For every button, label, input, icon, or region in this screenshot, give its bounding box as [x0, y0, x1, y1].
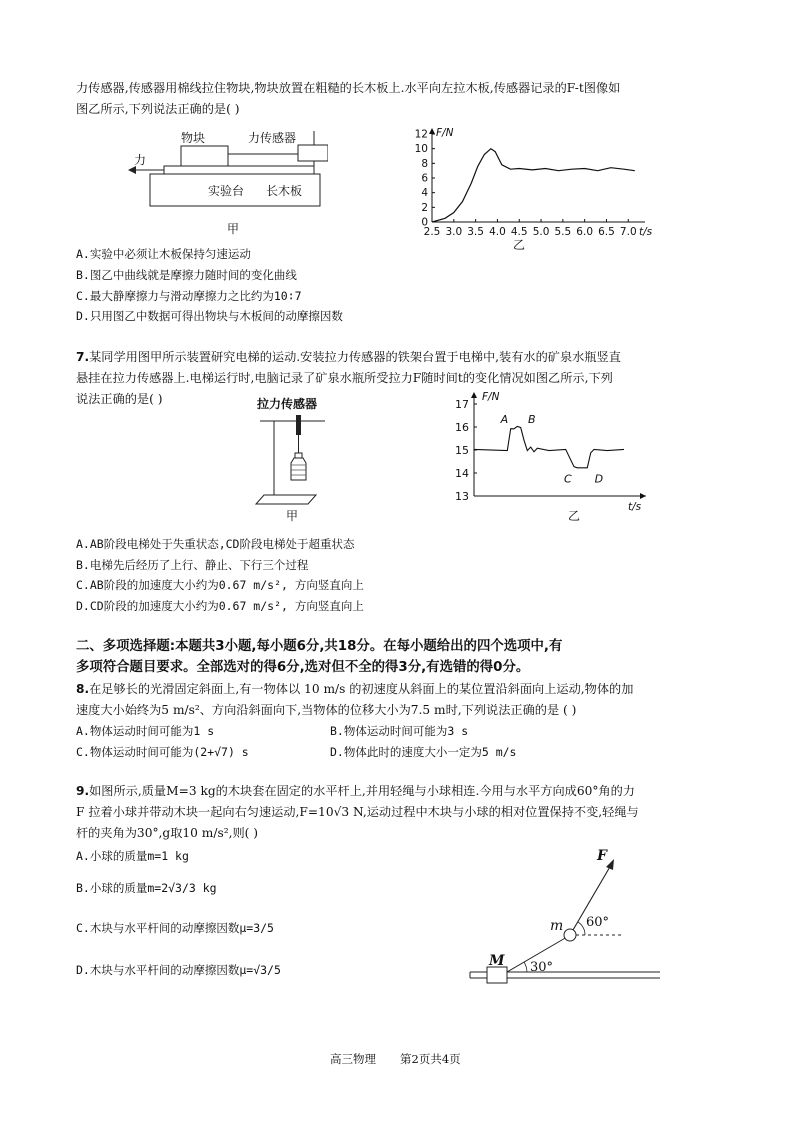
q7-y-tick-label: 17	[455, 398, 469, 411]
q9-option-a: A.小球的质量m=1 kg	[76, 849, 189, 863]
q6-x-tick-label: 7.0	[619, 226, 637, 238]
q7-y-arrow	[471, 392, 477, 398]
q7-annotation-b: B	[528, 413, 536, 426]
q6-y-arrow	[429, 128, 435, 134]
q9-ball	[564, 929, 576, 941]
q7-x-arrow	[640, 493, 646, 499]
q6-stem-line2: 图乙所示,下列说法正确的是( )	[76, 102, 240, 116]
q6-caption-jia: 甲	[227, 222, 240, 236]
q7-option-d: D.CD阶段的加速度大小约为0.67 m/s², 方向竖直向上	[76, 599, 364, 613]
q9-option-b: B.小球的质量m=2√3/3 kg	[76, 881, 217, 895]
q6-y-tick-label: 6	[421, 172, 428, 185]
q6-stem-line1: 力传感器,传感器用棉线拉住物块,物块放置在粗糙的长木板上.水平向左拉木板,传感器记录的F-t图像如	[76, 81, 621, 95]
footer-subject: 高三物理	[330, 1052, 376, 1066]
q7-stem-line2: 悬挂在拉力传感器上.电梯运行时,电脑记录了矿泉水瓶所受拉力F随时间t的变化情况如图乙所示,下列	[76, 371, 613, 385]
q7-stem-line1	[76, 347, 621, 368]
q6-label-sensor: 力传感器	[248, 131, 297, 145]
q6-y-tick-label: 10	[414, 143, 428, 156]
q9-label-angle30: 30°	[530, 960, 554, 975]
q9-force-arrowhead	[606, 859, 614, 870]
section2-heading-line2: 多项符合题目要求。全部选对的得6分,选对但不全的得3分,有选错的得0分。	[76, 660, 530, 675]
q9-stem-line2: F 拉着小球并带动木块一起向右匀速运动,F=10√3 N,运动过程中木块与小球的相对位置保持不变,轻绳与	[76, 805, 639, 819]
q9-option-c: C.木块与水平杆间的动摩擦因数μ=3/5	[76, 921, 274, 935]
q6-x-axis-label: t/s	[639, 226, 653, 238]
q6-option-d: D.只用图乙中数据可得出物块与木板间的动摩擦因数	[76, 309, 343, 323]
q8-stem-line1	[76, 679, 633, 700]
q9-option-d: D.木块与水平杆间的动摩擦因数μ=√3/5	[76, 963, 281, 977]
q6-ft-chart	[410, 126, 655, 261]
q9-label-f: F	[597, 848, 607, 864]
q7-y-tick-label: 14	[455, 467, 469, 480]
q6-label-table: 实验台	[208, 184, 245, 198]
q7-annotation-a: A	[500, 413, 509, 426]
q8-option-d: D.物体此时的速度大小一定为5 m/s	[330, 745, 517, 759]
q7-number: 7.	[76, 350, 90, 364]
q6-x-tick-label: 4.5	[510, 226, 528, 238]
q7-option-b: B.电梯先后经历了上行、静止、下行三个过程	[76, 558, 309, 572]
q9-label-angle60: 60°	[586, 915, 610, 930]
q6-option-a: A.实验中必须让木板保持匀速运动	[76, 247, 251, 261]
q7-annotation-c: C	[564, 472, 572, 486]
q7-option-c: C.AB阶段的加速度大小约为0.67 m/s², 方向竖直向上	[76, 578, 364, 592]
q7-chart-caption: 乙	[568, 509, 581, 523]
q6-x-tick-label: 3.0	[445, 226, 463, 238]
q8-number: 8.	[76, 682, 90, 696]
q7-y-axis-label: F/N	[482, 391, 500, 403]
q9-number: 9.	[76, 784, 90, 798]
q6-x-tick-label: 5.0	[532, 226, 550, 238]
q6-y-tick-label: 2	[421, 201, 428, 214]
q9-stem-line1	[76, 781, 635, 802]
q6-x-tick-label: 2.5	[423, 226, 441, 238]
q7-series-line	[474, 426, 624, 467]
q7-ft-chart	[450, 388, 655, 518]
q6-x-tick-label: 6.5	[598, 226, 615, 238]
q8-option-c: C.物体运动时间可能为(2+√7) s	[76, 745, 249, 759]
q7-stand-svg	[250, 395, 340, 510]
q7-x-axis-label: t/s	[628, 501, 642, 513]
q7-stem-line1-text: 某同学用图甲所示装置研究电梯的运动.安装拉力传感器的铁架台置于电梯中,装有水的矿泉水瓶竖直	[89, 350, 621, 364]
q9-label-m-big: M	[489, 953, 505, 969]
section2-heading-line1: 二、多项选择题:本题共3小题,每小题6分,共18分。在每小题给出的四个选项中,有	[76, 639, 563, 654]
q9-block-m	[487, 967, 507, 983]
q6-series-line	[432, 149, 635, 222]
q7-label-sensor: 拉力传感器	[257, 397, 318, 411]
q6-x-tick-label: 4.0	[489, 226, 506, 238]
q6-label-force: 力	[134, 153, 147, 167]
q8-option-b: B.物体运动时间可能为3 s	[330, 724, 469, 738]
q6-label-board: 长木板	[266, 184, 303, 198]
q6-y-tick-label: 4	[421, 187, 428, 200]
q7-caption-jia: 甲	[286, 509, 299, 523]
q6-chart-caption: 乙	[513, 238, 526, 252]
q6-y-tick-label: 0	[421, 216, 428, 229]
q6-y-tick-label: 12	[414, 128, 428, 141]
q9-stem-line3: 杆的夹角为30°,g取10 m/s²,则( )	[76, 826, 259, 840]
q7-option-a: A.AB阶段电梯处于失重状态,CD阶段电梯处于超重状态	[76, 537, 355, 551]
q6-option-c: C.最大静摩擦力与滑动摩擦力之比约为10∶7	[76, 289, 302, 303]
q6-x-tick-label: 5.5	[554, 226, 572, 238]
q7-y-tick-label: 16	[455, 421, 469, 434]
q6-label-block: 物块	[181, 131, 206, 145]
q7-annotation-d: D	[594, 472, 604, 486]
q7-figure-stand	[250, 395, 340, 510]
footer-page: 第2页共4页	[400, 1052, 461, 1066]
q6-x-tick-label: 3.5	[467, 226, 484, 238]
q6-x-tick-label: 6.0	[576, 226, 594, 238]
q9-label-m-small: m	[550, 918, 564, 934]
q7-ft-chart-svg	[450, 388, 655, 518]
q8-stem-line2: 速度大小始终为5 m/s²、方向沿斜面向下,当物体的位移大小为7.5 m时,下列说法正确的是 ( )	[76, 703, 577, 717]
q8-stem-line1-text: 在足够长的光滑固定斜面上,有一物体以 10 m/s 的初速度从斜面上的某位置沿斜面向上运动,物体的加	[89, 682, 634, 696]
q8-option-a: A.物体运动时间可能为1 s	[76, 724, 215, 738]
q6-option-b: B.图乙中曲线就是摩擦力随时间的变化曲线	[76, 268, 297, 282]
q6-y-tick-label: 8	[421, 157, 428, 170]
q7-y-tick-label: 13	[455, 490, 469, 503]
q7-stem-line3: 说法正确的是( )	[76, 392, 163, 406]
q7-y-tick-label: 15	[455, 444, 469, 457]
q9-stem-line1-text: 如图所示,质量M=3 kg的木块套在固定的水平杆上,并用轻绳与小球相连.今用与水平方向成60°角的力	[89, 784, 635, 798]
q6-ft-chart-svg	[410, 126, 655, 261]
q6-y-axis-label: F/N	[436, 127, 454, 139]
